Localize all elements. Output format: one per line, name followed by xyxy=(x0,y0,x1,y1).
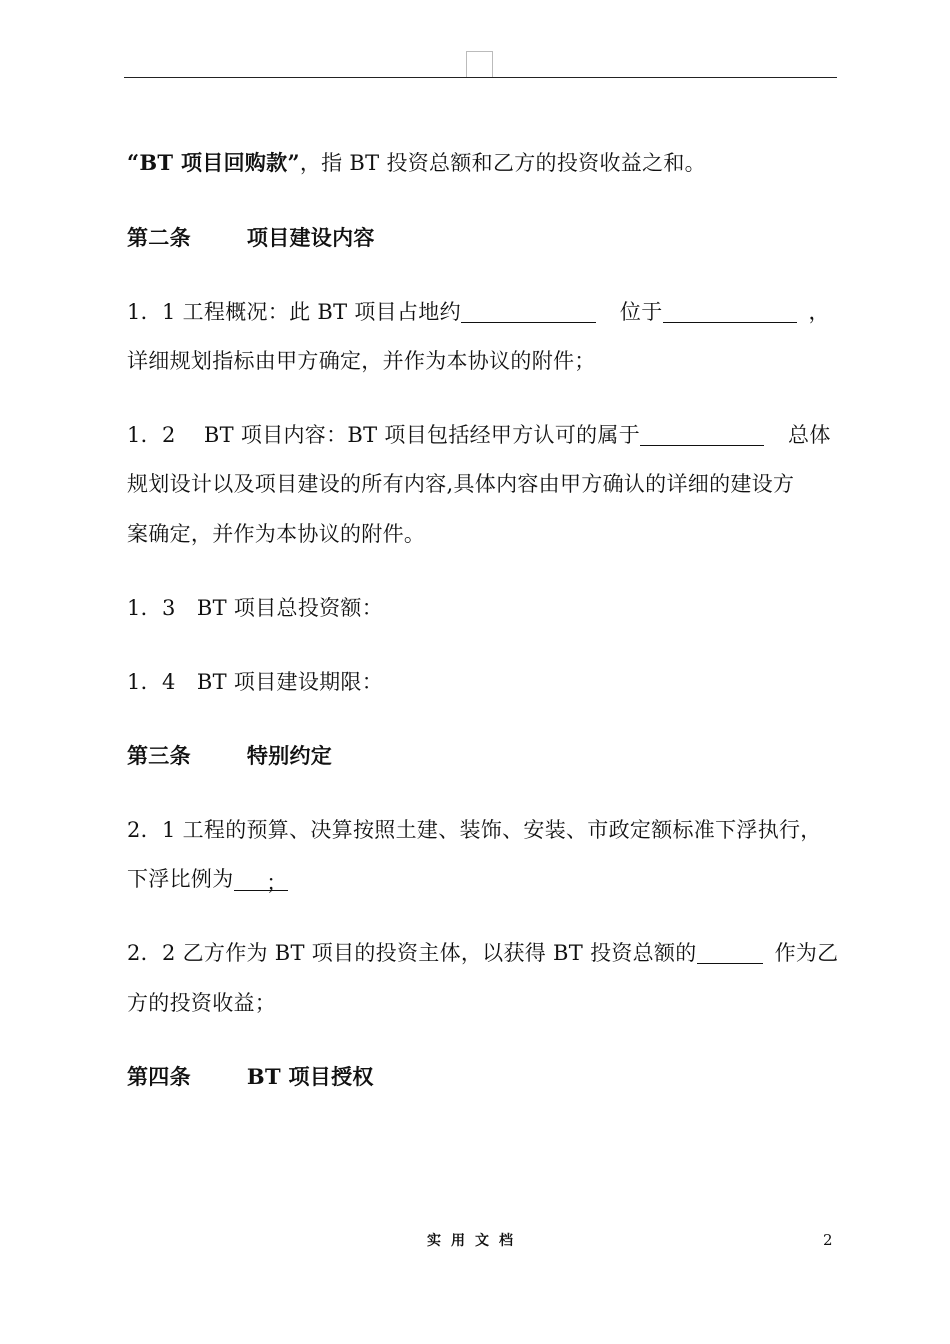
footer-label: 实用文档 xyxy=(427,1233,523,1249)
item-1-2-line1 xyxy=(127,420,831,450)
article-3-heading xyxy=(127,741,332,771)
blank-return xyxy=(697,941,763,964)
item-2-1-line1: 2．1 工程的预算、决算按照土建、装饰、安装、市政定额标准下浮执行， xyxy=(127,818,822,842)
header-box xyxy=(466,51,493,78)
article-4-heading xyxy=(127,1062,374,1092)
item-2-2-line2: 方的投资收益； xyxy=(127,991,277,1015)
article-3-title: 特别约定 xyxy=(246,743,333,768)
item-2-1-ratio-label: 下浮比例为 xyxy=(127,867,234,891)
blank-scope xyxy=(640,423,764,446)
item-2-2-line1 xyxy=(127,938,838,968)
article-3-number: 第三条 xyxy=(127,743,191,768)
article-2-title: 项目建设内容 xyxy=(246,225,375,250)
article-2-number: 第二条 xyxy=(127,225,191,250)
item-1-1-line1 xyxy=(127,297,830,327)
item-1-1-location-label: 位于 xyxy=(619,300,663,324)
blank-ratio xyxy=(234,868,288,895)
header-rule xyxy=(124,77,837,78)
article-2-heading xyxy=(127,223,375,253)
item-1-2-line2: 规划设计以及项目建设的所有内容,具体内容由甲方确认的详细的建设方 xyxy=(127,472,795,496)
item-2-1-line2 xyxy=(127,864,288,894)
item-1-4: 1．4 BT 项目建设期限： xyxy=(127,670,384,694)
item-1-2-overall: 总体 xyxy=(788,423,831,447)
article-4-title: BT 项目授权 xyxy=(246,1064,374,1089)
item-2-2-text: 2．2 乙方作为 BT 项目的投资主体，以获得 BT 投资总额的 xyxy=(127,941,697,965)
item-2-2-tail: 作为乙 xyxy=(774,941,839,965)
item-1-2-line3: 案确定，并作为本协议的附件。 xyxy=(127,522,426,546)
page-number: 2 xyxy=(823,1231,833,1249)
definition-term: “BT 项目回购款” xyxy=(127,150,300,175)
article-4-number: 第四条 xyxy=(127,1064,191,1089)
item-1-1-comma: ， xyxy=(808,300,830,324)
definition-paragraph xyxy=(127,148,706,178)
item-2-1-semicolon: ； xyxy=(266,871,288,895)
item-1-1-text: 1．1 工程概况：此 BT 项目占地约 xyxy=(127,300,461,324)
definition-text: ，指 BT 投资总额和乙方的投资收益之和。 xyxy=(299,151,706,175)
blank-area xyxy=(461,300,596,323)
item-1-3: 1．3 BT 项目总投资额： xyxy=(127,596,384,620)
item-1-2-text: 1．2 BT 项目内容：BT 项目包括经甲方认可的属于 xyxy=(127,423,641,447)
blank-location xyxy=(663,300,797,323)
item-1-1-line2: 详细规划指标由甲方确定，并作为本协议的附件； xyxy=(127,349,596,373)
